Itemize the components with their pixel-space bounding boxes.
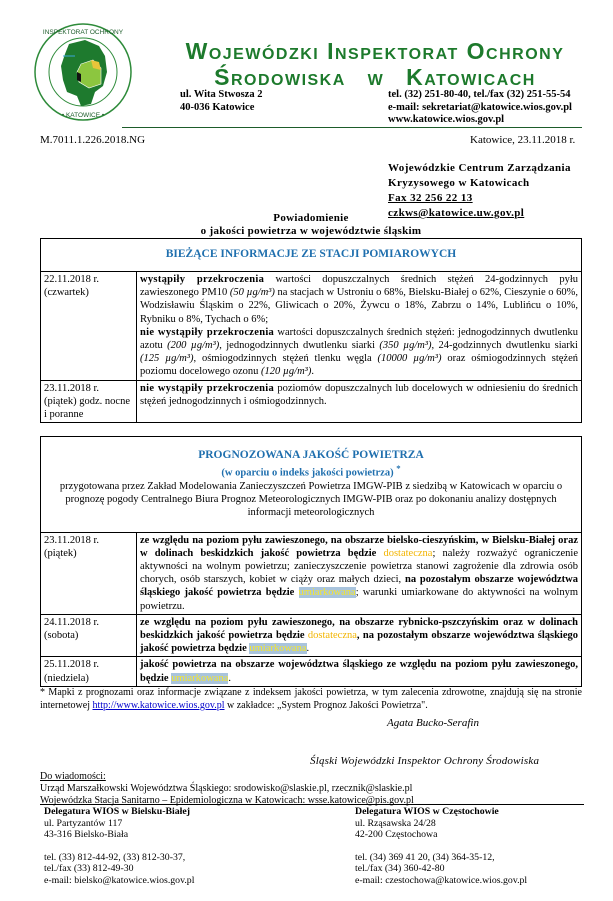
content-cell: [137, 614, 582, 657]
recipient-fax: Fax 32 256 22 13: [388, 192, 473, 204]
footnote-mark: *: [396, 463, 401, 474]
norm-value: (120 µg/m³): [261, 366, 312, 378]
text: ; należy rozważyć ograniczenie aktywności na wolnym powietrzu; zanieczyszczenie powietrza stanowi zagrożenie dla zdrowia osób chorych, osób starszych, kobiet w ciąży oraz małych dzieci,: [140, 547, 578, 586]
content-cell: [137, 657, 582, 686]
row-day: (piątek) godz. nocne i poranne: [44, 395, 131, 421]
table-row: [41, 532, 582, 614]
text: oraz ośmiogodzinnych stężeń poziomu docelowego ozonu: [140, 353, 578, 378]
cc-line2-text: Wojewódzka Stacja Sanitarno – Epidemiologiczna w Katowicach:: [40, 795, 308, 806]
address-street: ul. Wita Stwosza 2: [180, 89, 263, 100]
footnote: [40, 686, 582, 712]
status-not-exceeded: nie wystąpiły przekroczenia: [140, 326, 275, 338]
row-day: (piątek): [44, 547, 77, 559]
quality-level-badge: dostateczna: [307, 629, 357, 641]
org-address: [180, 89, 262, 114]
text: .: [228, 672, 231, 684]
delegation-bielsko: [44, 806, 194, 886]
text: na pozostałym obszarze województwa śląskiego jakość powietrza będzie: [140, 574, 578, 599]
place-date: Katowice, 23.11.2018 r.: [470, 134, 576, 146]
row-day: (niedziela): [44, 672, 89, 684]
org-contact: [388, 89, 572, 127]
current-info-heading: BIEŻĄCE INFORMACJE ZE STACJI POMIAROWYCH: [41, 239, 582, 272]
cc-block: [40, 771, 414, 807]
delegation-street: ul. Rząsawska 24/28: [355, 817, 436, 829]
content-cell: [137, 272, 582, 381]
delegation-fax: tel./fax (34) 360-42-80: [355, 863, 445, 874]
status-not-exceeded: nie wystąpiły przekroczenia: [140, 382, 275, 394]
org-name-line1: Wojewódzki Inspektorat Ochrony: [185, 38, 565, 64]
text: wartości dopuszczalnych średnich stężeń: jednogodzinnych dwutlenku azotu: [140, 326, 578, 352]
notice-title: Powiadomienie: [273, 212, 349, 224]
date-cell: [41, 380, 137, 423]
date-cell: [41, 657, 137, 686]
quality-level-badge: umiarkowana: [171, 672, 229, 684]
signature-title: Śląski Wojewódzki Inspektor Ochrony Środowiska: [310, 755, 540, 767]
forecast-table: [40, 436, 582, 687]
row-day: (czwartek): [44, 287, 89, 299]
status-exceeded: wystąpiły przekroczenia: [140, 274, 265, 285]
content-cell: [137, 380, 582, 423]
footnote-text: w zakładce: „System Prognoz Jakości Powietrza".: [224, 700, 428, 711]
text: jakość powietrza na obszarze województwa śląskiego ze względu na poziom pyłu zawieszonego, będzie: [140, 659, 578, 684]
row-date: 22.11.2018 r.: [44, 274, 100, 285]
text: ; warunki umiarkowane do aktywności na wolnym powietrzu.: [140, 587, 578, 612]
text: , 24-godzinnych dwutlenku siarki: [431, 340, 578, 352]
table-row: [41, 657, 582, 686]
delegation-city: 43-316 Bielsko-Biała: [44, 829, 129, 840]
forecast-heading: PROGNOZOWANA JAKOŚĆ POWIETRZA: [198, 449, 424, 461]
wios-logo-icon: [33, 22, 133, 122]
norm-value: (50 µg/m³): [229, 287, 275, 299]
row-date: 25.11.2018 r.: [44, 659, 100, 671]
row-date: 23.11.2018 r.: [44, 382, 100, 394]
delegation-street: ul. Partyzantów 117: [44, 817, 123, 829]
reference-number: M.7011.1.226.2018.NG: [40, 134, 146, 146]
wsse-email-link[interactable]: wsse.katowice@pis.gov.pl: [307, 795, 414, 806]
row-day: (sobota): [44, 629, 79, 641]
date-cell: [41, 272, 137, 381]
text: poziomów dopuszczalnych lub docelowych w odniesieniu do średnich stężeń jednogodzinnych i ośmiogodzinnych.: [140, 382, 578, 407]
delegation-tel: tel. (33) 812-44-92, (33) 812-30-37,: [44, 851, 186, 863]
table-row: [41, 272, 582, 381]
row-date: 24.11.2018 r.: [44, 616, 100, 628]
text: na stacjach w Ustroniu o 68%, Bielsku-Białej o 62%, Cieszynie o 60%, Wodzisławiu Śląskim o 22%, Gliwicach o 20%, Żywcu o 18%, Zabrzu o 14%, Lublińcu o 10%, Rybniku o 8%, Tychach o 6%;: [140, 287, 578, 325]
row-date: 23.11.2018 r.: [44, 534, 100, 546]
delegation-email: e-mail: bielsko@katowice.wios.gov.pl: [44, 874, 195, 886]
header-divider: [122, 127, 582, 128]
contact-phone: tel. (32) 251-80-40, tel./fax (32) 251-55-54: [388, 89, 571, 100]
delegation-tel: tel. (34) 369 41 20, (34) 364-35-12,: [355, 851, 495, 863]
delegation-name: Delegatura WIOS w Częstochowie: [355, 806, 499, 817]
delegation-name: Delegatura WIOS w Bielsku-Białej: [44, 806, 190, 817]
content-cell: [137, 532, 582, 614]
contact-email[interactable]: e-mail: sekretariat@katowice.wios.gov.pl: [388, 101, 572, 113]
recipient-line1: Wojewódzkie Centrum Zarządzania: [388, 162, 571, 174]
delegation-czestochowa: [355, 806, 527, 886]
forecast-subheading-text: (w oparciu o indeks jakości powietrza): [221, 467, 394, 479]
footer-divider: [40, 804, 584, 805]
delegation-email: e-mail: czestochowa@katowice.wios.gov.pl: [355, 874, 528, 886]
forecast-header-cell: [41, 437, 582, 533]
norm-value: (10000 µg/m³): [377, 353, 442, 365]
recipient-email[interactable]: czkws@katowice.uw.gov.pl: [388, 207, 525, 219]
norm-value: (125 µg/m³): [140, 353, 194, 365]
footnote-text: * Mapki z prognozami oraz informacje związane z indeksem jakości powietrza, w tym zalecenia zdrowotne, znajdują się na stronie internetowej: [40, 687, 582, 711]
table-row: [41, 380, 582, 423]
delegation-city: 42-200 Częstochowa: [355, 829, 438, 840]
org-name-line2: Środowiska w Katowicach: [214, 64, 536, 90]
text: ze względu na poziom pyłu zawieszonego, na obszarze bielsko-cieszyńskim, w Bielsku-Białej oraz w dolinach beskidzkich jakość powietrza będzie: [140, 534, 578, 559]
text: ze względu na poziom pyłu zawieszonego, na obszarze rybnicko-pszczyńskim oraz w dolinach beskidzkich jakość powietrza będzie: [140, 616, 578, 641]
text: , na pozostałym obszarze województwa śląskiego jakość powietrza będzie: [140, 629, 579, 655]
text: .: [311, 366, 314, 378]
date-cell: [41, 532, 137, 614]
notice-subtitle: o jakości powietrza w województwie śląskim: [200, 225, 422, 237]
svg-text:INSPEKTORAT OCHRONY: INSPEKTORAT OCHRONY: [42, 29, 124, 36]
svg-text:• KATOWICE •: • KATOWICE •: [61, 112, 105, 119]
quality-level-badge: umiarkowana: [249, 643, 307, 655]
text: , ośmiogodzinnych stężeń tlenku węgla: [193, 353, 378, 365]
wios-website-link[interactable]: http://www.katowice.wios.gov.pl: [92, 700, 225, 711]
norm-value: (350 µg/m³): [379, 340, 432, 352]
date-cell: [41, 614, 137, 657]
quality-level-badge: umiarkowana: [298, 587, 356, 599]
text: , jednogodzinnych dwutlenku siarki: [219, 340, 380, 352]
forecast-subheading: [45, 462, 577, 480]
cc-heading: Do wiadomości:: [40, 771, 106, 782]
norm-value: (200 µg/m³): [167, 340, 220, 352]
address-city: 40-036 Katowice: [180, 101, 255, 113]
signature-name: Agata Bucko-Serafin: [387, 717, 479, 729]
quality-level-badge: dostateczna: [383, 547, 433, 559]
text: wartości dopuszczalnych średnich stężeń 24-godzinnych pyłu zawieszonego PM10: [140, 274, 578, 299]
recipient-line2: Kryzysowego w Katowicach: [388, 177, 530, 189]
table-row: [41, 614, 582, 657]
text: .: [306, 643, 310, 655]
cc-line1: Urząd Marszałkowski Województwa Śląskiego: srodowisko@slaskie.pl, rzecznik@slaskie.pl: [40, 783, 413, 794]
current-info-table: [40, 238, 582, 423]
forecast-description: przygotowana przez Zakład Modelowania Zanieczyszczeń Powietrza IMGW-PIB z siedzibą w Katowicach w oparciu o prognozę pogody Centralnego Biura Prognoz Meteorologicznych IMGW-PIB oraz po dokonaniu analizy dostępnych informacji meteorologicznych: [59, 480, 563, 519]
contact-www[interactable]: www.katowice.wios.gov.pl: [388, 114, 505, 125]
delegation-fax: tel./fax (33) 812-49-30: [44, 863, 134, 874]
